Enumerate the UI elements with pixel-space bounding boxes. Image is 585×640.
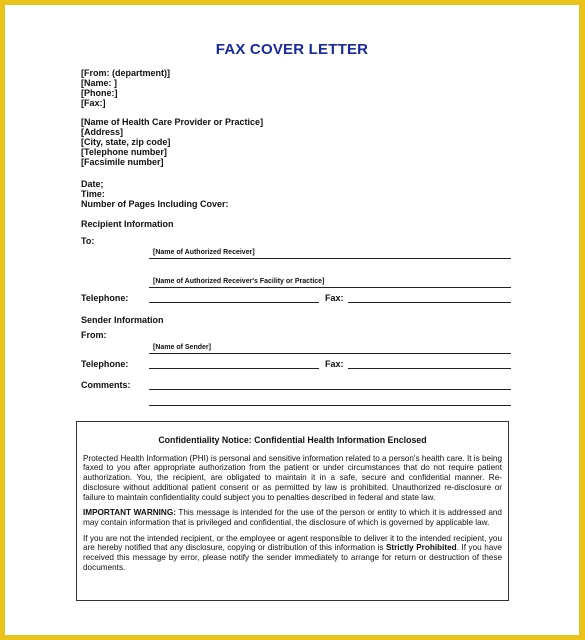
receiver-name-hint: [Name of Authorized Receiver] — [153, 249, 255, 256]
warning-label: IMPORTANT WARNING: — [83, 508, 176, 518]
sender-telephone-label: Telephone: — [81, 359, 129, 369]
prohibited-label: Strictly Prohibited — [385, 543, 457, 553]
provider-address-line: [Address] — [81, 127, 124, 137]
recipient-text-end: . If you have received this message by error, please notify the sender immediately to arrange for return or destruction of these documents. — [83, 543, 502, 572]
time-label: Time: — [81, 189, 105, 199]
from-fax-line: [Fax:] — [81, 98, 106, 108]
comments-label: Comments: — [81, 380, 131, 390]
receiver-name-field[interactable] — [149, 258, 511, 259]
comments-field-line-1[interactable] — [149, 389, 511, 390]
recipient-telephone-field[interactable] — [149, 302, 319, 303]
receiver-facility-field[interactable] — [149, 287, 511, 288]
provider-fax-line: [Facsimile number] — [81, 157, 164, 167]
sender-name-field[interactable] — [149, 353, 511, 354]
from-department-line: [From: (department)] — [81, 68, 170, 78]
from-phone-line: [Phone:] — [81, 88, 118, 98]
provider-city-line: [City, state, zip code] — [81, 137, 171, 147]
sender-heading: Sender Information — [81, 315, 164, 325]
provider-telephone-line: [Telephone number] — [81, 147, 167, 157]
comments-field-line-2[interactable] — [149, 405, 511, 406]
page-count-label: Number of Pages Including Cover: — [81, 199, 229, 209]
notice-paragraph-warning — [83, 508, 502, 527]
sender-fax-field[interactable] — [348, 368, 511, 369]
notice-paragraph-recipient — [83, 534, 502, 573]
recipient-fax-label: Fax: — [325, 293, 344, 303]
from-name-line: [Name: ] — [81, 78, 118, 88]
sender-telephone-field[interactable] — [149, 368, 319, 369]
provider-name-line: [Name of Health Care Provider or Practice] — [81, 117, 264, 127]
recipient-heading: Recipient Information — [81, 219, 174, 229]
sender-fax-label: Fax: — [325, 359, 344, 369]
notice-heading: Confidentiality Notice: Confidential Health Information Enclosed — [158, 435, 427, 445]
sender-name-hint: [Name of Sender] — [153, 344, 211, 351]
sender-from-label: From: — [81, 330, 107, 340]
confidentiality-notice-box — [76, 421, 509, 601]
document-page — [5, 5, 579, 635]
recipient-text-start: If you are not the intended recipient, or the employee or agent responsible to deliver it to the intended recipient, you are hereby notified that any disclosure, copying or distribution of this information is — [83, 533, 502, 553]
receiver-facility-hint: [Name of Authorized Receiver's Facility or Practice] — [153, 278, 325, 285]
notice-paragraph-phi: Protected Health Information (PHI) is personal and sensitive information related to a person's health care. It is being faxed to you after appropriate authorization from the patient or under circumstances that do not require patient authorization. You, the recipient, are obligated to maintain it in a safe, secure and confidential manner. Re-disclosure without additional patient consent or as permitted by law is prohibited. Unauthorized re-disclosure or failure to maintain confidentiality could subject you to penalties described in federal and state law. — [83, 453, 502, 502]
document-title: FAX COVER LETTER — [215, 41, 369, 58]
date-label: Date; — [81, 179, 104, 189]
recipient-fax-field[interactable] — [348, 302, 511, 303]
to-label: To: — [81, 236, 95, 246]
recipient-telephone-label: Telephone: — [81, 293, 129, 303]
warning-text: This message is intended for the use of the person or entity to which it is addressed and may contain information that is privileged and confidential, the disclosure of which is governed by applicable law. — [83, 508, 502, 527]
